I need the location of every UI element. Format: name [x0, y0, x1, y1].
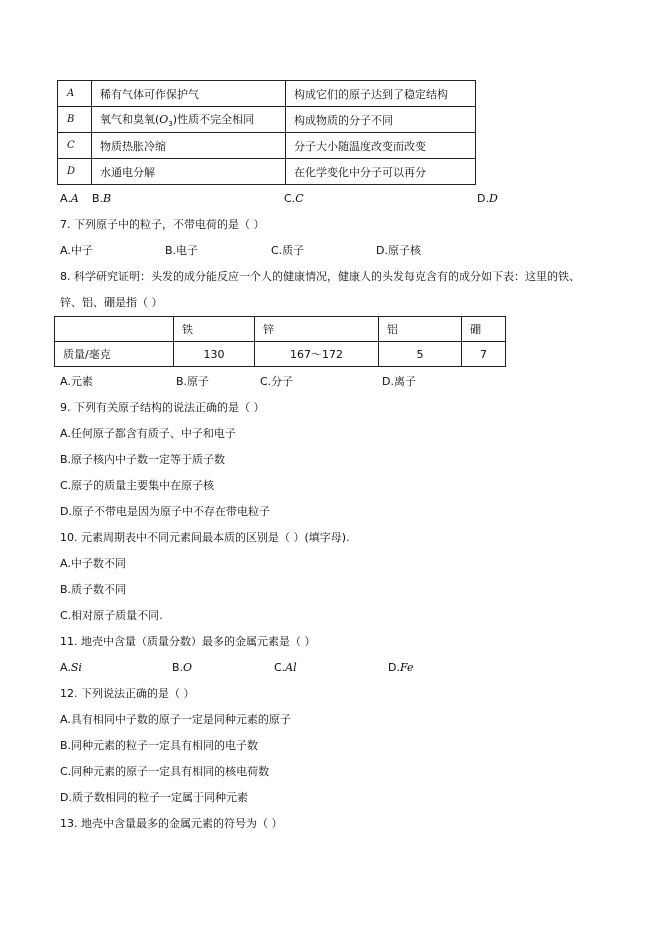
q12-option-a[interactable]: A.具有相同中子数的原子一定是同种元素的原子: [60, 713, 291, 726]
header-cell: 铁: [174, 317, 255, 342]
q10-option-b[interactable]: B.质子数不同: [60, 583, 127, 596]
table-row: [58, 107, 476, 133]
q8-option-d[interactable]: D.离子: [382, 375, 416, 388]
q11-option-a[interactable]: A.Si: [60, 661, 82, 674]
q6-option-c[interactable]: C.C: [284, 192, 304, 205]
q12-option-d[interactable]: D.质子数相同的粒子一定属于同种元素: [60, 791, 248, 804]
explanation-cell: 在化学变化中分子可以再分: [286, 159, 476, 185]
header-cell: [55, 317, 174, 342]
q7-option-c[interactable]: C.质子: [271, 244, 305, 257]
fact-text: 氧气和臭氧(: [100, 112, 160, 126]
row-label: 质量/毫克: [55, 342, 174, 367]
q6-option-d[interactable]: D.D: [477, 192, 498, 205]
header-cell: 铝: [379, 317, 462, 342]
q8-option-b[interactable]: B.原子: [176, 375, 210, 388]
fact-cell: 水通电分解: [92, 159, 286, 185]
q6-option-a[interactable]: A.A: [60, 192, 79, 205]
q9-option-a[interactable]: A.任何原子都含有质子、中子和电子: [60, 427, 236, 440]
q9-option-d[interactable]: D.原子不带电是因为原子中不存在带电粒子: [60, 505, 270, 518]
formula-subscript: 3: [168, 120, 173, 129]
formula: O: [159, 112, 169, 126]
explanation-cell: 构成物质的分子不同: [286, 107, 476, 133]
q8-option-c[interactable]: C.分子: [260, 375, 294, 388]
fact-cell: 稀有气体可作保护气: [92, 81, 286, 107]
q11-option-b[interactable]: B.O: [172, 661, 193, 674]
hair-composition-table: [54, 316, 506, 367]
value-cell: 167～172: [255, 342, 379, 367]
fact-cell: 物质热胀冷缩: [92, 133, 286, 159]
q7-option-b[interactable]: B.电子: [165, 244, 199, 257]
q9-option-c[interactable]: C.原子的质量主要集中在原子核: [60, 479, 215, 492]
q10-option-c[interactable]: C.相对原子质量不同.: [60, 609, 163, 622]
q11-stem: 11. 地壳中含量（质量分数）最多的金属元素是（ ）: [60, 635, 316, 648]
q11-option-c[interactable]: C.Al: [274, 661, 297, 674]
row-key: D: [58, 159, 92, 185]
table-row: [58, 81, 476, 107]
row-key: C: [58, 133, 92, 159]
q10-option-a[interactable]: A.中子数不同: [60, 557, 126, 570]
q8-stem-line1: 8. 科学研究证明：头发的成分能反应一个人的健康情况，健康人的头发每克含有的成分如下表：这里的铁、: [60, 270, 580, 283]
q8-stem-line2: 锌、铝、硼是指（ ）: [60, 296, 163, 309]
comparison-table: [57, 80, 476, 185]
q12-stem: 12. 下列说法正确的是（ ）: [60, 687, 195, 700]
header-cell: 硼: [462, 317, 506, 342]
q13-stem: 13. 地壳中含量最多的金属元素的符号为（ ）: [60, 817, 283, 830]
table-row: [58, 133, 476, 159]
fact-cell: [92, 107, 286, 133]
q7-option-a[interactable]: A.中子: [60, 244, 93, 257]
explanation-cell: 构成它们的原子达到了稳定结构: [286, 81, 476, 107]
table-header-row: [55, 317, 506, 342]
row-key: A: [58, 81, 92, 107]
q9-stem: 9. 下列有关原子结构的说法正确的是（ ）: [60, 401, 265, 414]
value-cell: 130: [174, 342, 255, 367]
q7-stem: 7. 下列原子中的粒子，不带电荷的是（ ）: [60, 218, 265, 231]
q12-option-c[interactable]: C.同种元素的原子一定具有相同的核电荷数: [60, 765, 270, 778]
q10-stem: 10. 元素周期表中不同元素间最本质的区别是（ ）(填字母).: [60, 531, 350, 544]
value-cell: 7: [462, 342, 506, 367]
q6-option-b[interactable]: B.B: [92, 192, 112, 205]
table-row: [55, 342, 506, 367]
explanation-cell: 分子大小随温度改变而改变: [286, 133, 476, 159]
row-key: B: [58, 107, 92, 133]
q11-option-d[interactable]: D.Fe: [388, 661, 414, 674]
fact-text: )性质不完全相同: [172, 112, 255, 126]
q7-option-d[interactable]: D.原子核: [376, 244, 421, 257]
q8-option-a[interactable]: A.元素: [60, 375, 93, 388]
q9-option-b[interactable]: B.原子核内中子数一定等于质子数: [60, 453, 226, 466]
table-row: [58, 159, 476, 185]
q12-option-b[interactable]: B.同种元素的粒子一定具有相同的电子数: [60, 739, 259, 752]
header-cell: 锌: [255, 317, 379, 342]
value-cell: 5: [379, 342, 462, 367]
